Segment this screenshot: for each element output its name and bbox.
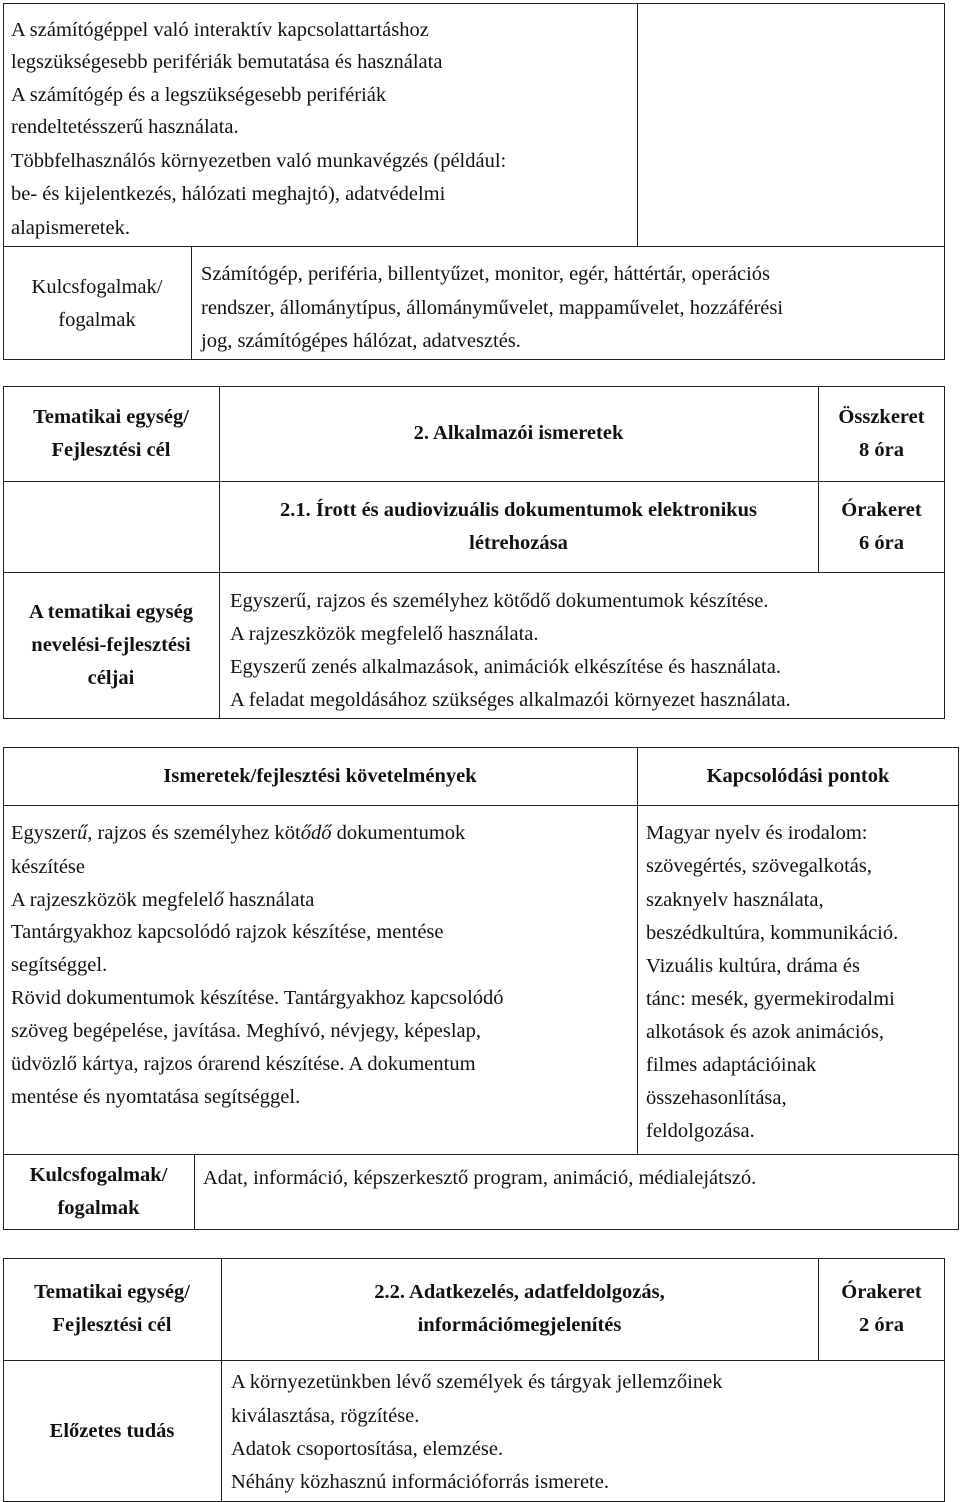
label-line: Fejlesztési cél	[51, 438, 171, 461]
text-line: készítése	[11, 856, 85, 878]
text-run: ű	[77, 822, 88, 844]
text-line: szaknyelv használata,	[646, 889, 824, 911]
text-line: A feladat megoldásához szükséges alkalmazói környezet használata.	[230, 689, 791, 711]
label-line: Órakeret	[841, 498, 922, 521]
text-line: alapismeretek.	[11, 217, 130, 239]
text-line: feldolgozása.	[646, 1120, 755, 1142]
hours-value: 6 óra	[859, 531, 904, 554]
label-line: Kulcsfogalmak/	[31, 275, 163, 298]
hours-value: 8 óra	[859, 438, 904, 461]
unit-title	[221, 1258, 818, 1360]
text-line: szöveg begépelése, javítása. Meghívó, névjegy, képeslap,	[11, 1020, 482, 1042]
subunit-title	[219, 481, 818, 572]
requirements-header	[3, 747, 637, 805]
key-concepts-label	[3, 247, 191, 360]
header-text: Kapcsolódási pontok	[706, 764, 890, 787]
text-line: jog, számítógépes hálózat, adatvesztés.	[201, 330, 521, 352]
title-line: információmegjelenítés	[417, 1314, 622, 1336]
text-line: A számítógéppel való interaktív kapcsolattartáshoz	[11, 19, 429, 41]
title-line: 2.2. Adatkezelés, adatfeldolgozás,	[374, 1281, 665, 1303]
text-line: filmes adaptációinak	[646, 1054, 817, 1076]
title-text: 2. Alkalmazói ismeretek	[413, 422, 624, 444]
unit-hours	[818, 1258, 945, 1360]
text-run: ő	[213, 889, 224, 911]
hours-value: 2 óra	[859, 1314, 904, 1336]
text-line: üdvözlő kártya, rajzos órarend készítése. A dokumentum	[11, 1053, 476, 1075]
text-line: Vizuális kultúra, dráma és	[646, 955, 860, 977]
text-line: Néhány közhasznú információforrás ismerete.	[231, 1471, 609, 1493]
text-line: tánc: mesék, gyermekirodalmi	[646, 988, 895, 1010]
label-line: Órakeret	[841, 1281, 922, 1303]
text-line: mentése és nyomtatása segítséggel.	[11, 1086, 301, 1108]
text-line: Számítógép, periféria, billentyűzet, monitor, egér, háttértár, operációs	[201, 263, 771, 285]
text-line: rendeltetésszerű használata.	[11, 116, 239, 138]
unit-label	[3, 1258, 221, 1360]
title-line: létrehozása	[469, 531, 568, 554]
text-run: ődő	[300, 822, 332, 844]
goals-label	[3, 572, 219, 719]
divider	[191, 246, 192, 360]
divider	[194, 1154, 195, 1230]
divider	[3, 805, 959, 806]
text-line: A rajzeszközök megfelelő használata.	[230, 623, 539, 645]
label-line: A tematikai egység	[29, 601, 193, 623]
text-line: Rövid dokumentumok készítése. Tantárgyakhoz kapcsolódó	[11, 987, 504, 1009]
divider	[637, 747, 638, 1155]
unit-label	[3, 386, 219, 481]
subunit-hours	[818, 481, 945, 572]
text-line: alkotások és azok animációs,	[646, 1021, 884, 1043]
label-line: fogalmak	[57, 1197, 140, 1219]
text-line: legszükségesebb perifériák bemutatása és használata	[11, 51, 443, 73]
text-line: beszédkultúra, kommunikáció.	[646, 922, 899, 944]
text-line: Egyszerű, rajzos és személyhez kötődő dokumentumok készítése.	[230, 590, 769, 612]
label-line: Tematikai egység/	[34, 1281, 190, 1303]
text-line	[11, 884, 314, 916]
label-line: Fejlesztési cél	[52, 1314, 172, 1336]
text-line: be- és kijelentkezés, hálózati meghajtó), adatvédelmi	[11, 183, 446, 205]
text-run: Egyszer	[11, 822, 78, 844]
text-run: dokumentumok	[331, 822, 466, 844]
text-line: Tantárgyakhoz kapcsolódó rajzok készítése, mentése	[11, 921, 444, 943]
key-concepts-label	[3, 1154, 194, 1230]
label-line: Kulcsfogalmak/	[29, 1164, 168, 1186]
text-line: Adatok csoportosítása, elemzése.	[231, 1438, 504, 1460]
unit-title	[219, 386, 818, 481]
key-concepts-text: Adat, információ, képszerkesztő program, animáció, médialejátszó.	[203, 1167, 757, 1189]
label-line: Összkeret	[838, 405, 925, 428]
text-line: segítséggel.	[11, 954, 108, 976]
text-line: A környezetünkben lévő személyek és tárgyak jellemzőinek	[231, 1371, 723, 1393]
title-line: 2.1. Írott és audiovizuális dokumentumok elektronikus	[279, 498, 758, 521]
text-run: használata	[223, 889, 315, 911]
text-line: rendszer, állománytípus, állományművelet, mappaművelet, hozzáférési	[201, 297, 784, 319]
text-line: A számítógép és a legszükségesebb perifériák	[11, 84, 387, 106]
text-run: , rajzos és személyhez köt	[87, 822, 301, 844]
prior-knowledge-label	[3, 1360, 221, 1502]
text-line: kiválasztása, rögzítése.	[231, 1405, 420, 1427]
divider	[637, 3, 638, 247]
text-run: A rajzeszközök megfelel	[11, 889, 214, 911]
label-line: Előzetes tudás	[49, 1419, 175, 1442]
text-line: Egyszerű zenés alkalmazások, animációk elkészítése és használata.	[230, 656, 781, 678]
text-line: Magyar nyelv és irodalom:	[646, 822, 868, 844]
text-line	[11, 817, 465, 849]
label-line: nevelési-fejlesztési	[31, 634, 191, 656]
label-line: fogalmak	[58, 308, 136, 331]
text-line: összehasonlítása,	[646, 1087, 787, 1109]
header-text: Ismeretek/fejlesztési követelmények	[163, 764, 477, 787]
connections-header	[637, 747, 959, 805]
total-hours	[818, 386, 945, 481]
label-line: Tematikai egység/	[33, 405, 189, 428]
label-line: céljai	[87, 667, 135, 689]
text-line: Többfelhasználós környezetben való munkavégzés (például:	[11, 150, 507, 172]
text-line: szövegértés, szövegalkotás,	[646, 855, 872, 877]
